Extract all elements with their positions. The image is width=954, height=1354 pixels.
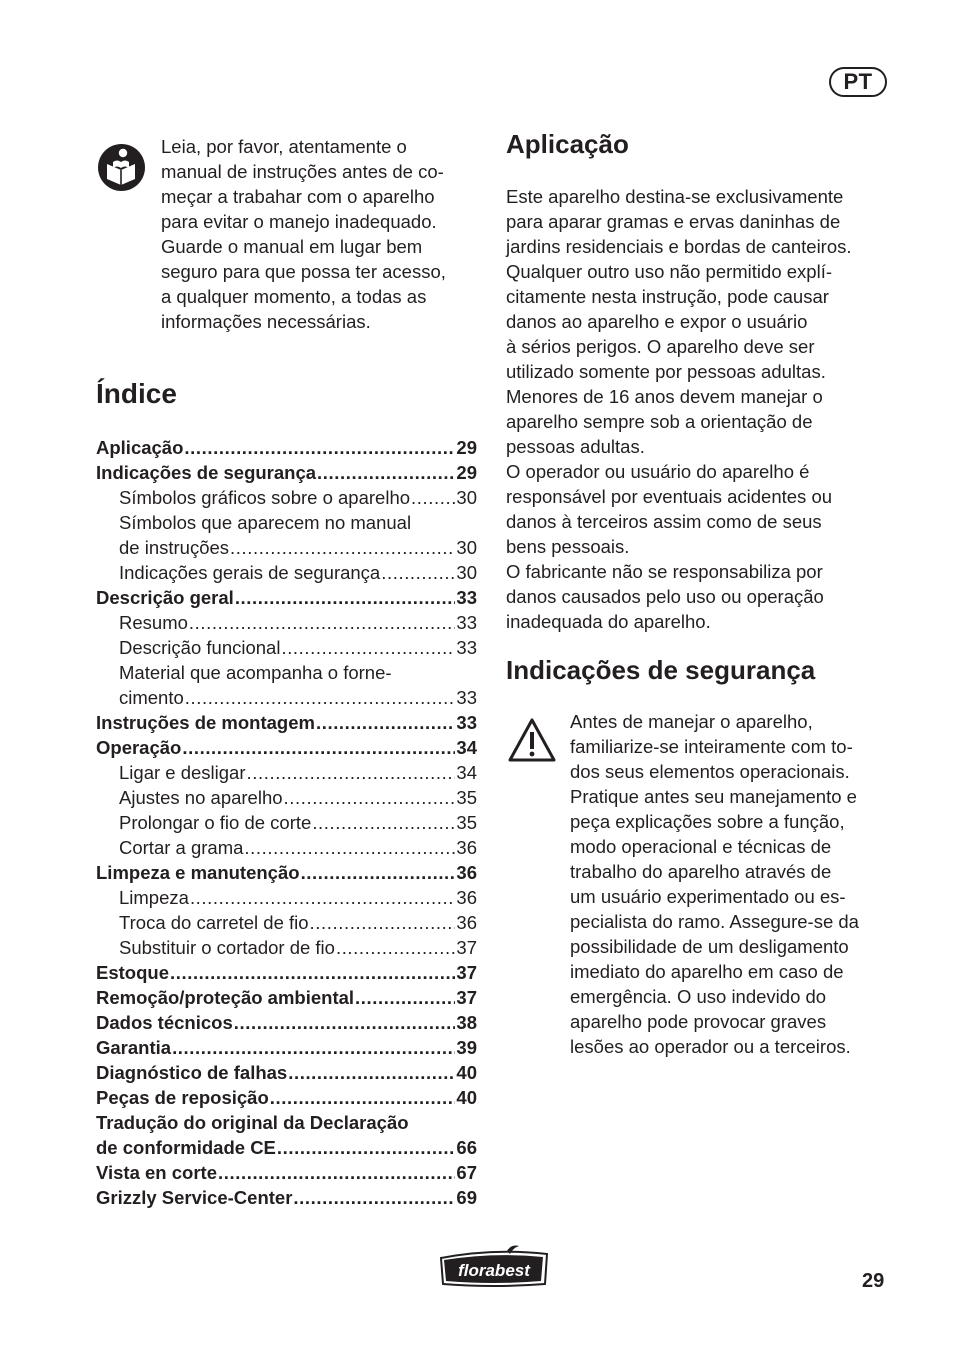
toc-entry <box>96 1010 477 1035</box>
aplicacao-line: O operador ou usuário do aparelho é <box>506 461 810 482</box>
aplicacao-paragraph <box>506 184 906 634</box>
toc-entry <box>96 985 477 1010</box>
toc-entry-label: Troca do carretel de fio <box>119 912 309 933</box>
seguranca-line: Antes de manejar o aparelho, <box>570 711 813 732</box>
toc-entry <box>96 635 477 660</box>
seguranca-line: pecialista do ramo. Assegure-se da <box>570 911 859 932</box>
toc-entry-label: Diagnóstico de falhas <box>96 1062 288 1083</box>
toc-entry <box>96 485 477 510</box>
aplicacao-heading: Aplicação <box>506 129 629 159</box>
toc-entry <box>96 535 477 560</box>
seguranca-line: dos seus elementos operacionais. <box>570 761 850 782</box>
toc-entry-page: 30 <box>456 562 477 583</box>
aplicacao-line: Este aparelho destina-se exclusivamente <box>506 186 844 207</box>
toc-leader-dots <box>244 835 455 860</box>
toc-entry-page: 30 <box>456 487 477 508</box>
intro-line: Leia, por favor, atentamente o <box>161 136 407 157</box>
toc-entry-page: 33 <box>456 687 477 708</box>
aplicacao-line: à sérios perigos. O aparelho deve ser <box>506 336 815 357</box>
toc-entry <box>96 610 477 635</box>
aplicacao-line: Qualquer outro uso não permitido explí- <box>506 261 832 282</box>
toc-entry <box>96 1160 477 1185</box>
florabest-logo <box>437 1244 551 1290</box>
toc-leader-dots <box>170 960 455 985</box>
toc-entry-label: Substituir o cortador de fio <box>119 937 335 958</box>
intro-line: informações necessárias. <box>161 311 371 332</box>
toc-entry-page: 37 <box>456 937 477 958</box>
toc-entry <box>96 1135 477 1160</box>
toc-entry-label: de instruções <box>119 537 230 558</box>
toc-entry-page: 36 <box>456 887 477 908</box>
logo-text: florabest <box>458 1261 530 1280</box>
seguranca-line: um usuário experimentado ou es- <box>570 886 846 907</box>
toc-leader-dots <box>281 635 455 660</box>
toc-entry <box>96 760 477 785</box>
toc-leader-dots <box>312 810 455 835</box>
toc-entry-label: Garantia <box>96 1037 172 1058</box>
toc-entry-label: Símbolos que aparecem no manual <box>119 512 412 533</box>
toc-entry <box>96 835 477 860</box>
toc-entry <box>96 860 477 885</box>
toc-entry-label: Ligar e desligar <box>119 762 246 783</box>
aplicacao-line: pessoas adultas. <box>506 436 645 457</box>
toc-entry <box>96 935 477 960</box>
toc-entry-page: 37 <box>456 987 477 1008</box>
intro-line: meçar a trabahar com o aparelho <box>161 186 435 207</box>
toc-entry-page: 40 <box>456 1087 477 1108</box>
aplicacao-line: citamente nesta instrução, pode causar <box>506 286 829 307</box>
toc-entry <box>96 1035 477 1060</box>
toc-entry-page: 33 <box>456 612 477 633</box>
toc-entry-page: 40 <box>456 1062 477 1083</box>
toc-entry-label: Indicações de segurança <box>96 462 317 483</box>
toc-leader-dots <box>184 435 455 460</box>
toc-entry-label: Prolongar o fio de corte <box>119 812 312 833</box>
toc-entry-label: Símbolos gráficos sobre o aparelho <box>119 487 411 508</box>
intro-line: seguro para que possa ter acesso, <box>161 261 446 282</box>
toc-entry-label: cimento <box>119 687 184 708</box>
toc-leader-dots <box>355 985 455 1010</box>
toc-entry-page: 35 <box>456 812 477 833</box>
toc-entry-label: de conformidade CE <box>96 1137 276 1158</box>
seguranca-line: possibilidade de um desligamento <box>570 936 849 957</box>
toc-entry <box>96 460 477 485</box>
aplicacao-line: utilizado somente por pessoas adultas. <box>506 361 826 382</box>
toc-entry <box>96 585 477 610</box>
aplicacao-line: responsável por eventuais acidentes ou <box>506 486 833 507</box>
toc-entry <box>96 810 477 835</box>
toc-leader-dots <box>381 560 455 585</box>
seguranca-line: familiarize-se inteiramente com to- <box>570 736 853 757</box>
seguranca-line: aparelho pode provocar graves <box>570 1011 827 1032</box>
toc-leader-dots <box>310 910 456 935</box>
toc-leader-dots <box>172 1035 455 1060</box>
toc-leader-dots <box>277 1135 456 1160</box>
toc-leader-dots <box>185 685 456 710</box>
toc-entry-label: Indicações gerais de segurança <box>119 562 381 583</box>
toc-leader-dots <box>336 935 455 960</box>
seguranca-line: imediato do aparelho em caso de <box>570 961 844 982</box>
intro-line: a qualquer momento, a todas as <box>161 286 427 307</box>
toc-entry <box>96 685 477 710</box>
seguranca-heading: Indicações de segurança <box>506 655 816 685</box>
intro-paragraph <box>161 134 481 334</box>
aplicacao-line: danos causados pelo uso ou operação <box>506 586 824 607</box>
toc-entry-label: Peças de reposição <box>96 1087 269 1108</box>
language-badge: PT <box>829 67 887 97</box>
toc-leader-dots <box>189 610 456 635</box>
toc-leader-dots <box>316 710 455 735</box>
table-of-contents <box>96 435 477 1210</box>
toc-entry <box>96 735 477 760</box>
intro-line: manual de instruções antes de co- <box>161 161 444 182</box>
aplicacao-line: para aparar gramas e ervas daninhas de <box>506 211 841 232</box>
aplicacao-line: O fabricante não se responsabiliza por <box>506 561 823 582</box>
toc-entry <box>96 1085 477 1110</box>
toc-entry-page: 37 <box>456 962 477 983</box>
toc-entry-label: Dados técnicos <box>96 1012 233 1033</box>
seguranca-line: modo operacional e técnicas de <box>570 836 832 857</box>
toc-entry-page: 39 <box>456 1037 477 1058</box>
toc-entry-page: 36 <box>456 837 477 858</box>
seguranca-line: lesões ao operador ou a terceiros. <box>570 1036 851 1057</box>
toc-leader-dots <box>247 760 456 785</box>
seguranca-paragraph <box>570 709 900 1059</box>
toc-entry-label: Grizzly Service-Center <box>96 1187 293 1208</box>
seguranca-line: trabalho do aparelho através de <box>570 861 832 882</box>
toc-entry-label: Vista en corte <box>96 1162 217 1183</box>
toc-entry <box>96 560 477 585</box>
toc-leader-dots <box>284 785 456 810</box>
toc-entry <box>96 960 477 985</box>
toc-leader-dots <box>288 1060 455 1085</box>
aplicacao-line: bens pessoais. <box>506 536 630 557</box>
toc-entry-label: Limpeza <box>119 887 189 908</box>
toc-entry <box>96 910 477 935</box>
toc-entry-page: 33 <box>456 712 477 733</box>
seguranca-line: peça explicações sobre a função, <box>570 811 845 832</box>
toc-entry-page: 36 <box>456 862 477 883</box>
toc-entry-page: 33 <box>456 637 477 658</box>
toc-leader-dots <box>317 460 455 485</box>
read-manual-icon <box>97 142 146 193</box>
seguranca-line: Pratique antes seu manejamento e <box>570 786 857 807</box>
toc-leader-dots <box>234 1010 456 1035</box>
aplicacao-line: inadequada do aparelho. <box>506 611 711 632</box>
toc-entry-label: Operação <box>96 737 182 758</box>
toc-entry-label: Estoque <box>96 962 169 983</box>
aplicacao-line: jardins residenciais e bordas de canteiros. <box>506 236 852 257</box>
toc-entry-label: Ajustes no aparelho <box>119 787 283 808</box>
toc-entry-page: 35 <box>456 787 477 808</box>
toc-entry-label: Descrição geral <box>96 587 234 608</box>
seguranca-line: emergência. O uso indevido do <box>570 986 827 1007</box>
toc-entry-label: Cortar a grama <box>119 837 244 858</box>
toc-entry-page: 34 <box>456 762 477 783</box>
toc-leader-dots <box>411 485 455 510</box>
toc-entry-page: 36 <box>456 912 477 933</box>
toc-entry-page: 29 <box>456 462 477 483</box>
aplicacao-line: danos à terceiros assim como de seus <box>506 511 822 532</box>
toc-entry <box>96 885 477 910</box>
toc-entry-label: Aplicação <box>96 437 184 458</box>
toc-entry <box>96 660 477 685</box>
toc-entry <box>96 785 477 810</box>
aplicacao-line: Menores de 16 anos devem manejar o <box>506 386 823 407</box>
intro-line: para evitar o manejo inadequado. <box>161 211 437 232</box>
aplicacao-line: aparelho sempre sob a orientação de <box>506 411 813 432</box>
page-number: 29 <box>862 1270 885 1292</box>
toc-entry-label: Limpeza e manutenção <box>96 862 300 883</box>
toc-entry <box>96 1185 477 1210</box>
toc-entry-label: Descrição funcional <box>119 637 281 658</box>
toc-entry-label: Remoção/proteção ambiental <box>96 987 355 1008</box>
toc-entry-label: Resumo <box>119 612 188 633</box>
toc-leader-dots <box>190 885 455 910</box>
toc-leader-dots <box>270 1085 456 1110</box>
toc-entry-page: 34 <box>456 737 477 758</box>
toc-leader-dots <box>293 1185 455 1210</box>
toc-entry <box>96 510 477 535</box>
toc-leader-dots <box>230 535 455 560</box>
toc-leader-dots <box>218 1160 455 1185</box>
toc-entry-page: 67 <box>456 1162 477 1183</box>
toc-entry-page: 29 <box>456 437 477 458</box>
toc-entry-page: 33 <box>456 587 477 608</box>
toc-entry-label: Tradução do original da Declaração <box>96 1112 409 1133</box>
toc-leader-dots <box>235 585 456 610</box>
toc-entry <box>96 1060 477 1085</box>
toc-entry <box>96 435 477 460</box>
toc-entry-page: 69 <box>456 1187 477 1208</box>
index-heading: Índice <box>96 378 177 409</box>
toc-entry-page: 38 <box>456 1012 477 1033</box>
toc-entry-label: Material que acompanha o forne- <box>119 662 392 683</box>
toc-entry-page: 30 <box>456 537 477 558</box>
toc-entry-page: 66 <box>456 1137 477 1158</box>
toc-entry <box>96 1110 477 1135</box>
warning-icon <box>507 717 557 763</box>
toc-leader-dots <box>301 860 456 885</box>
toc-entry <box>96 710 477 735</box>
aplicacao-line: danos ao aparelho e expor o usuário <box>506 311 808 332</box>
toc-entry-label: Instruções de montagem <box>96 712 315 733</box>
toc-leader-dots <box>182 735 455 760</box>
intro-line: Guarde o manual em lugar bem <box>161 236 423 257</box>
